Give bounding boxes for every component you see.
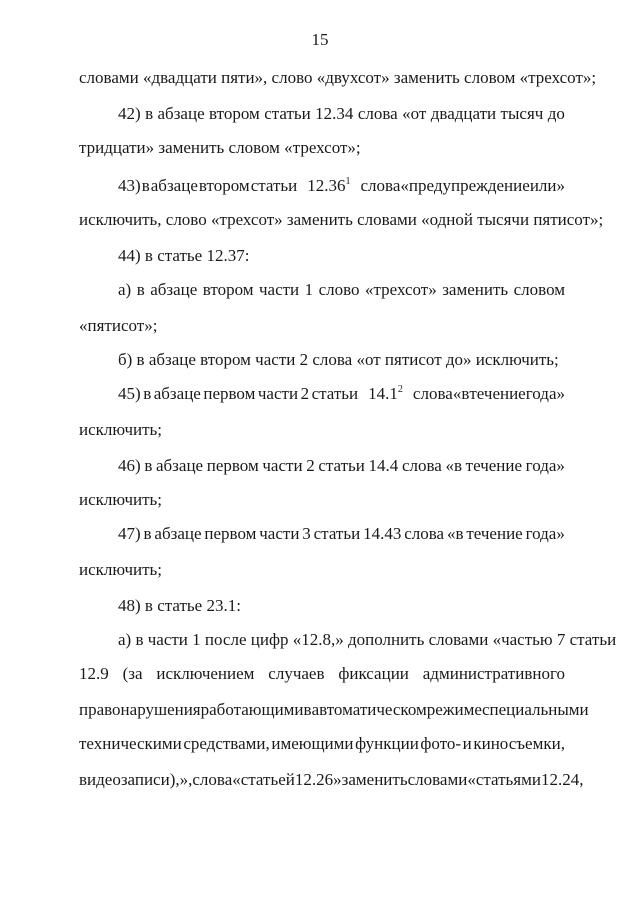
- word: случаев: [268, 664, 325, 683]
- word: абзаце: [155, 456, 204, 475]
- word: слова: [401, 456, 442, 475]
- word: имеющими: [271, 734, 354, 753]
- word: а): [118, 280, 132, 299]
- text-line-2: [118, 104, 565, 124]
- word: слова: [357, 104, 398, 123]
- line-10-part-a: [118, 384, 358, 404]
- word: первом: [203, 384, 256, 403]
- text-line-14: [118, 524, 565, 544]
- word: течение: [469, 384, 526, 403]
- word: работающими: [200, 700, 304, 719]
- word: 12.24,: [540, 770, 584, 789]
- word: режиме: [426, 700, 482, 719]
- word: техническими: [79, 734, 182, 753]
- word: статьи: [264, 104, 311, 123]
- word: части: [259, 524, 300, 543]
- word: абзаце: [157, 104, 205, 123]
- text-line-8: «пятисот»;: [79, 316, 158, 335]
- text-line-6: 44) в статье 12.37:: [118, 246, 250, 265]
- text-line-16: 48) в статье 23.1:: [118, 596, 241, 615]
- word: 2: [306, 456, 315, 475]
- word: словами: [407, 770, 468, 789]
- word: слова: [360, 176, 401, 195]
- word: двадцати: [430, 104, 497, 123]
- word: первом: [204, 524, 257, 543]
- word: и: [462, 734, 472, 753]
- word: втором: [209, 104, 260, 123]
- word: до: [547, 104, 565, 123]
- text-line-18: [79, 664, 565, 684]
- word: первом: [206, 456, 259, 475]
- word: или»: [529, 176, 565, 195]
- word: правонарушения: [79, 700, 201, 719]
- word: средствами,: [183, 734, 270, 753]
- word: «статьями: [467, 770, 541, 789]
- text-line-11: исключить;: [79, 420, 162, 439]
- word: статьи: [313, 524, 361, 543]
- page-number: 15: [311, 30, 329, 49]
- word: заменить: [341, 770, 408, 789]
- word: абзаце: [153, 384, 201, 403]
- word: в: [143, 524, 152, 543]
- word: 47): [118, 524, 141, 543]
- text-line-4: [118, 176, 565, 196]
- word: абзаце: [150, 176, 198, 195]
- line-4-part-a: [118, 176, 297, 196]
- word: в: [303, 700, 312, 719]
- word: административного: [422, 664, 565, 683]
- word: 12.34: [315, 104, 354, 123]
- word: «трехсот»: [365, 280, 437, 299]
- word: в: [143, 384, 152, 403]
- word: года»: [525, 524, 565, 543]
- article-number: 14.1$^2$: [368, 384, 403, 403]
- article-number: 12.36$^1$: [307, 176, 351, 195]
- word: части: [258, 280, 300, 299]
- word: слова: [192, 770, 233, 789]
- word: фото-: [420, 734, 462, 753]
- word: «в: [452, 384, 470, 403]
- word: тысяч: [500, 104, 544, 123]
- word: 43): [118, 176, 141, 195]
- word: «в: [445, 456, 462, 475]
- word: фиксации: [338, 664, 409, 683]
- word: 1: [304, 280, 314, 299]
- text-line-21: [79, 770, 584, 790]
- text-line-12: [118, 456, 565, 476]
- word: части: [257, 384, 299, 403]
- word: в: [145, 104, 154, 123]
- word: втором: [198, 176, 250, 195]
- word: абзаце: [154, 524, 202, 543]
- line-10-part-b: [413, 384, 565, 404]
- word: «от: [402, 104, 427, 123]
- word: слова: [404, 524, 445, 543]
- word: части: [262, 456, 303, 475]
- text-line-10: [118, 384, 565, 404]
- word: «в: [446, 524, 464, 543]
- word: 42): [118, 104, 141, 123]
- word: исключением: [156, 664, 255, 683]
- word: в: [136, 280, 145, 299]
- line-4-part-b: [361, 176, 565, 196]
- word: года»: [525, 384, 565, 403]
- word: 14.43: [363, 524, 402, 543]
- word: статьи: [250, 176, 298, 195]
- word: втором: [202, 280, 254, 299]
- word: слова: [412, 384, 453, 403]
- text-line-7: [118, 280, 565, 300]
- word: словом: [513, 280, 565, 299]
- text-line-19: [79, 700, 589, 720]
- word: слово: [318, 280, 360, 299]
- text-line-13: исключить;: [79, 490, 162, 509]
- word: 12.9: [79, 664, 109, 683]
- word: течение: [465, 456, 523, 475]
- word: 2: [300, 384, 310, 403]
- word: 45): [118, 384, 141, 403]
- text-line-9: б) в абзаце втором части 2 слова «от пятисот до» исключить;: [118, 350, 559, 369]
- word: абзаце: [150, 280, 198, 299]
- word: (за: [122, 664, 143, 683]
- word: заменить: [442, 280, 509, 299]
- word: статьи: [311, 384, 359, 403]
- text-line-17: а) в части 1 после цифр «12.8,» дополнить словами «частью 7 статьи: [118, 630, 617, 649]
- word: в: [141, 176, 150, 195]
- word: статьи: [318, 456, 365, 475]
- word: в: [144, 456, 153, 475]
- word: киносъемки,: [473, 734, 565, 753]
- word: 46): [118, 456, 141, 475]
- word: года»: [525, 456, 565, 475]
- text-line-20: [79, 734, 565, 754]
- text-line-15: исключить;: [79, 560, 162, 579]
- text-line-3: тридцати» заменить словом «трехсот»;: [79, 138, 361, 157]
- word: течение: [466, 524, 523, 543]
- text-line-1: словами «двадцати пяти», слово «двухсот» заменить словом «трехсот»;: [79, 68, 597, 87]
- word: 12.26»: [294, 770, 342, 789]
- word: «статьей: [232, 770, 295, 789]
- word: 14.4: [368, 456, 399, 475]
- word: автоматическом: [311, 700, 427, 719]
- word: видеозаписи),»,: [79, 770, 193, 789]
- word: специальными: [481, 700, 589, 719]
- word: «предупреждение: [400, 176, 530, 195]
- word: функции: [355, 734, 419, 753]
- word: 3: [302, 524, 311, 543]
- text-line-5: исключить, слово «трехсот» заменить словами «одной тысячи пятисот»;: [79, 210, 604, 229]
